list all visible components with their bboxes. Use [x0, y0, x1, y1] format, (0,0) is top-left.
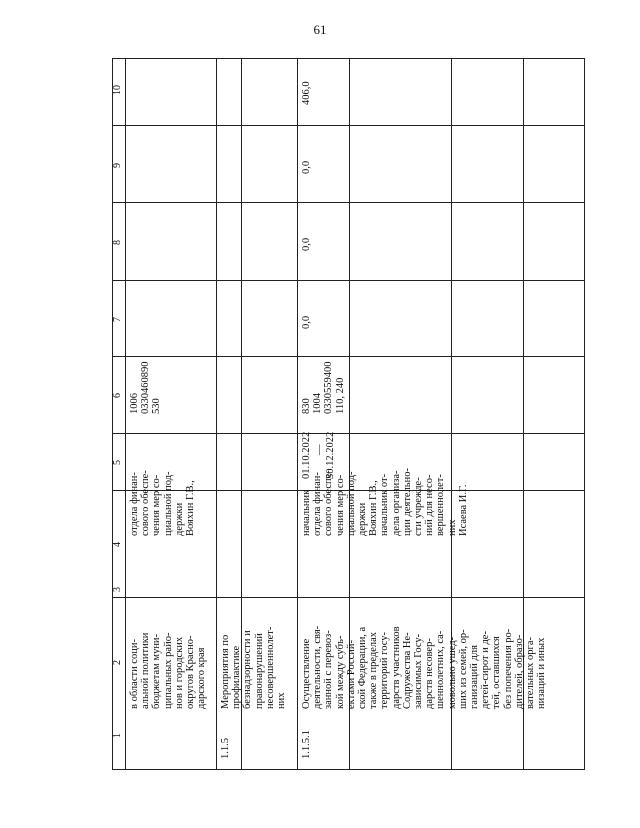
header-col-5: 5: [112, 460, 123, 465]
row1-num: 1.1.5: [220, 738, 231, 759]
row1-name: Мероприятия по профилактике безнадзорности и правонарушений несовершеннолет- них: [220, 626, 288, 709]
header-col-3: 3: [112, 587, 123, 592]
row0-responsible: отдела финан- сового обеспе- чения мер со- циальной под- держки Вояхин Г.В.,: [129, 470, 197, 536]
row2-value-col8: 0,0: [301, 237, 312, 251]
header-col-2: 2: [112, 660, 123, 665]
row2-name: Осуществление деятельности, свя- занной с перевоз- кой между субъ- ектами Россий- ской Федерации, а также в пределах территорий госу- дарств участников Содружества Не- зависимых Госу- дарств несовер- шеннолетних, са- мовольно ушед- ших из семей, ор- ганизаций для детей-сирот и де- тей, оставшихся без попечения ро- дителей, образо- вательных орга- низаций и иных: [301, 625, 548, 709]
header-col-8: 8: [112, 240, 123, 245]
row2-period-end: 30.12.2022: [325, 431, 336, 479]
header-col-1: 1: [112, 733, 123, 738]
row2-responsible: начальник отдела финан- сового обеспе- чения мер со- циальной под- держки Вояхин Г.В., начальник от- дела организа- ции деятельно- сти учрежде- ний для несо- вершеннолет- них Исаева И.Г.: [301, 468, 469, 536]
row2-period-start: 01.10.2022: [301, 431, 312, 479]
row2-period-dash: —: [314, 444, 325, 455]
row2-value-col10: 406,0: [301, 81, 312, 105]
data-table: [112, 58, 585, 770]
row2-kbk: 830 1004 0330559400 110, 240: [301, 361, 346, 414]
header-col-4: 4: [112, 542, 123, 547]
header-col-9: 9: [112, 163, 123, 168]
header-col-10: 10: [112, 85, 123, 95]
header-col-7: 7: [112, 317, 123, 322]
page-number: 61: [313, 22, 327, 37]
row0-kbk: 1006 0330460890 530: [129, 361, 163, 414]
header-col-6: 6: [112, 393, 123, 398]
row2-num: 1.1.5.1: [301, 730, 312, 759]
row0-name: в области соци- альной политики бюджетам муни- ципальных райо- нов и городских округов Красно- дарского края: [129, 632, 208, 709]
row2-value-col7: 0,0: [301, 315, 312, 329]
row2-value-col9: 0,0: [301, 160, 312, 174]
